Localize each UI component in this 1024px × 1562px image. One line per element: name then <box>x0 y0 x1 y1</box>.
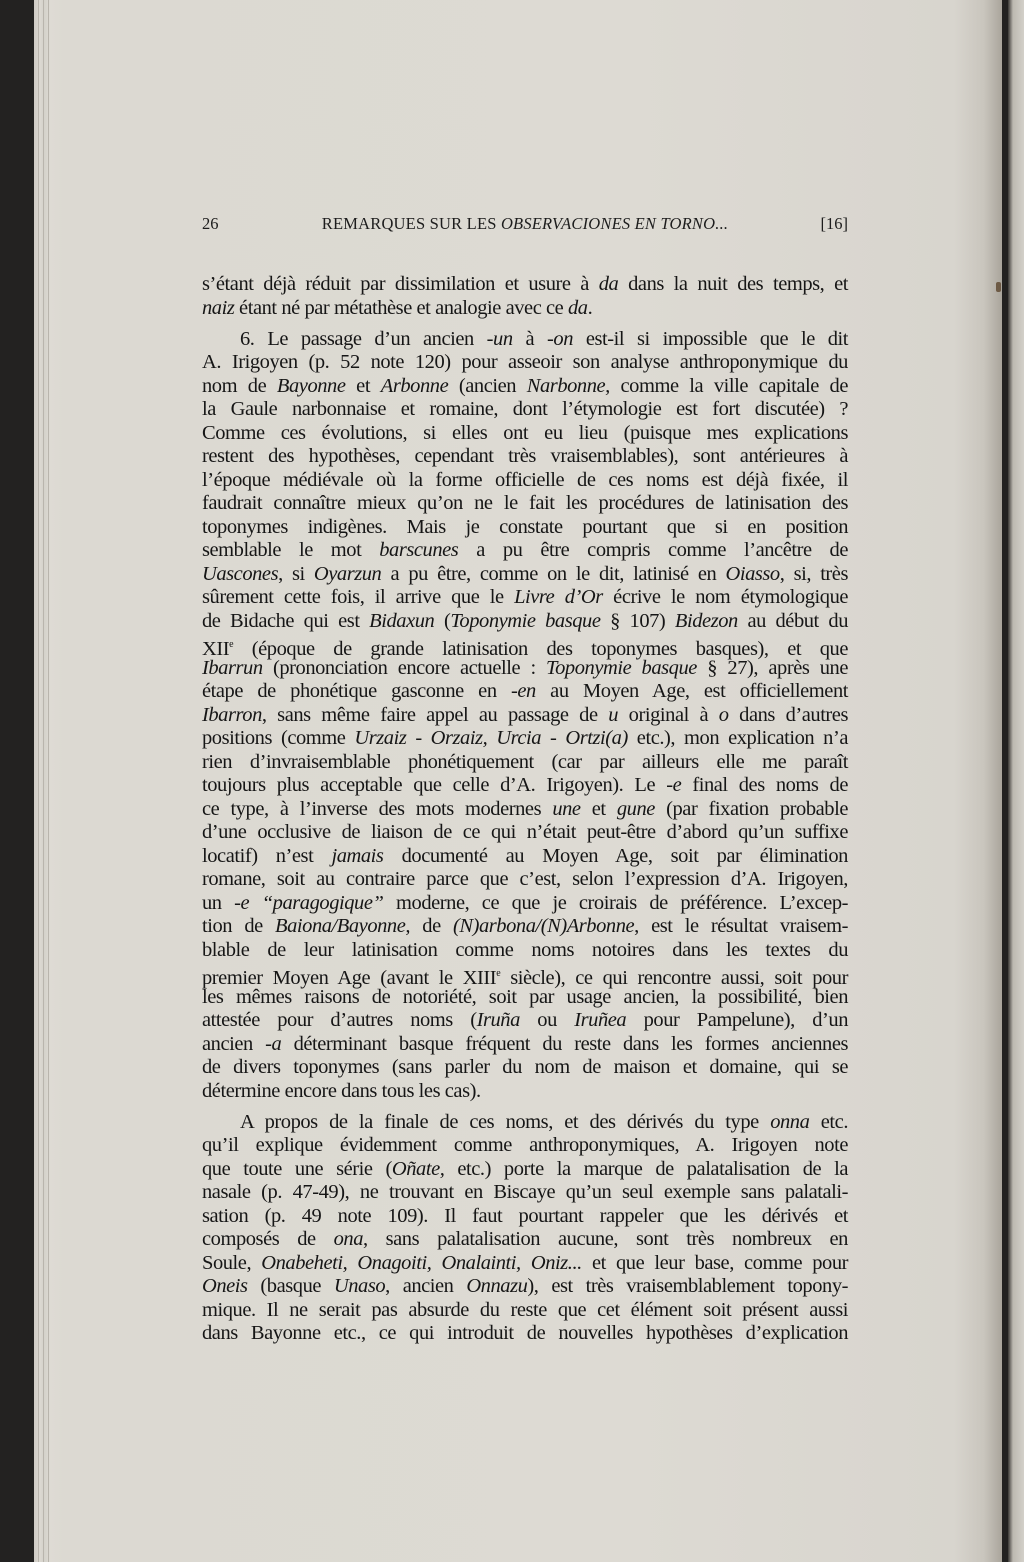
text-run: , est le résultat vraisem- <box>634 915 848 937</box>
body-text <box>202 273 848 1353</box>
text-line <box>202 1275 848 1299</box>
text-run: sûrement cette fois, il arrive que le <box>202 586 515 608</box>
text-line <box>202 422 848 446</box>
running-title-roman: REMARQUES SUR LES <box>321 214 501 233</box>
text-line <box>202 1205 848 1229</box>
text-run: la Gaule narbonnaise et romaine, dont l’étymologie est fort discutée) ? <box>202 398 848 420</box>
text-run: nasale (p. 47-49), ne trouvant en Biscaye qu’un seul exemple sans palatali- <box>202 1181 848 1203</box>
text-line <box>202 633 848 660</box>
text-run: attestée pour d’autres noms ( <box>202 1009 477 1031</box>
text-run: a pu être, comme on le dit, latinisé en <box>381 562 726 585</box>
italic-text: (N)arbona/(N)Arbonne <box>452 915 635 937</box>
text-run: , sans même faire appel au passage de <box>261 703 609 726</box>
text-run: toujours plus acceptable que celle d’A. Irigoyen). Le <box>202 774 667 796</box>
text-run: positions (comme <box>202 727 355 749</box>
text-run: , si <box>278 562 314 585</box>
paragraph <box>202 1111 848 1346</box>
text-run: § 27), après une <box>696 656 849 679</box>
text-line <box>202 986 848 1010</box>
text-run: A. Irigoyen (p. 52 note 120) pour asseoir son analyse anthroponymique du <box>202 351 848 373</box>
text-run: un <box>202 891 235 914</box>
text-line <box>202 492 848 516</box>
text-run: déterminant basque fréquent du reste dans les formes anciennes <box>281 1032 849 1055</box>
text-run: ancien <box>202 1032 266 1055</box>
italic-text: da <box>568 296 588 319</box>
italic-text: Toponymie basque <box>450 609 601 632</box>
text-run: Comme ces évolutions, si elles ont eu lieu (puisque mes explications <box>202 421 848 444</box>
italic-text: -e <box>666 774 682 796</box>
text-run: que toute une série ( <box>202 1157 392 1180</box>
italic-text: Ibarrun <box>202 656 263 679</box>
text-line <box>202 1228 848 1252</box>
text-run: de divers toponymes (sans parler du nom de maison et domaine, qui se <box>202 1056 848 1078</box>
text-line <box>202 915 848 939</box>
text-run: , ancien <box>385 1275 467 1297</box>
text-run: , sans palatalisation aucune, sont très nombreux en <box>363 1228 848 1250</box>
text-line <box>202 680 848 704</box>
text-run: (basque <box>247 1275 334 1297</box>
page-edge <box>38 0 39 1562</box>
italic-text: onna <box>770 1110 810 1133</box>
italic-text: -a <box>265 1032 282 1055</box>
paragraph <box>202 328 848 1104</box>
text-run: ( <box>434 609 451 632</box>
text-run: original à <box>618 703 719 726</box>
text-run: ce type, à l’inverse des mots modernes <box>202 797 553 820</box>
section-reference: [16] <box>820 214 848 233</box>
text-run: Soule, <box>202 1251 262 1274</box>
italic-text: Onabeheti, Onagoiti, Onalainti, Oniz... <box>261 1251 582 1274</box>
text-run: a pu être compris comme l’ancêtre de <box>458 539 848 561</box>
text-line <box>202 868 848 892</box>
text-run: au Moyen Age, est officiellement <box>535 680 848 702</box>
italic-text: Bayonne <box>276 374 346 397</box>
text-line <box>202 1252 848 1276</box>
text-run: , si, très <box>779 562 848 585</box>
text-line <box>202 1134 848 1158</box>
text-run: à <box>512 327 548 350</box>
italic-text: Ibarron <box>202 703 262 726</box>
italic-text: Oiasso <box>725 562 780 585</box>
italic-text: gune <box>616 797 655 820</box>
text-run: restent des hypothèses, cependant très vraisemblables), sont antérieures à <box>202 445 848 467</box>
text-run: d’une occlusive de liaison de ce qui n’était peut-être d’abord qu’un suffixe <box>202 821 848 843</box>
text-line <box>202 297 848 321</box>
text-run: ou <box>519 1009 575 1031</box>
italic-text: -en <box>510 680 536 702</box>
italic-text: -on <box>547 327 574 350</box>
italic-text: une <box>552 797 581 820</box>
text-run: sation (p. 49 note 109). Il faut pourtant rappeler que les dérivés et <box>202 1204 848 1227</box>
text-run: écrive le nom étymologique <box>602 586 849 608</box>
text-line <box>202 798 848 822</box>
text-line <box>202 751 848 775</box>
text-line <box>202 273 848 297</box>
italic-text: ona <box>333 1228 363 1250</box>
text-run: 6. Le passage d’un ancien <box>240 327 487 350</box>
text-run: XII <box>202 638 230 660</box>
text-run: § 107) <box>600 609 675 632</box>
text-run: faudrait connaître mieux qu’on ne le fait les procédures de latinisation des <box>202 492 848 514</box>
italic-text: Iruña <box>476 1009 520 1031</box>
text-line <box>202 610 848 634</box>
paragraph <box>202 273 848 320</box>
text-run: détermine encore dans tous les cas). <box>202 1079 481 1102</box>
text-run: final des noms de <box>681 774 848 796</box>
text-run: toponymes indigènes. Mais je constate pourtant que si en position <box>202 515 848 538</box>
text-run: etc. <box>809 1110 848 1133</box>
text-run: ), est très vraisemblablement topony- <box>527 1275 849 1297</box>
text-run: romane, soit au contraire parce que c’est, selon l’expression d’A. Irigoyen, <box>202 868 848 890</box>
text-line <box>202 469 848 493</box>
italic-text: Oneis <box>202 1275 248 1297</box>
text-run: les mêmes raisons de notoriété, soit par usage ancien, la possibilité, bien <box>202 985 848 1008</box>
text-run: (prononciation encore actuelle : <box>262 656 547 679</box>
text-run: s’étant déjà réduit par dissimilation et usure à <box>202 273 599 295</box>
text-run: documenté au Moyen Age, soit par élimination <box>383 844 848 867</box>
text-line <box>202 1158 848 1182</box>
text-line <box>202 375 848 399</box>
text-run: semblable le mot <box>202 539 380 561</box>
text-line <box>202 1322 848 1346</box>
text-run: (par fixation probable <box>654 797 848 820</box>
facing-page-edge <box>1008 0 1024 1562</box>
text-line <box>202 351 848 375</box>
italic-text: Oñate, <box>391 1157 445 1180</box>
text-line <box>202 1299 848 1323</box>
text-line <box>202 821 848 845</box>
text-run: et que leur base, comme pour <box>581 1251 849 1274</box>
italic-text: Unaso <box>333 1275 386 1297</box>
text-line <box>202 1033 848 1057</box>
running-header <box>202 214 848 236</box>
italic-text: Toponymie basque <box>546 656 697 679</box>
text-run: dans Bayonne etc., ce qui introduit de nouvelles hypothèses d’explication <box>202 1322 848 1344</box>
text-run: dans la nuit des temps, et <box>618 273 849 295</box>
text-line <box>202 1080 848 1104</box>
text-line <box>202 398 848 422</box>
italic-text: Iruñea <box>574 1009 627 1031</box>
text-run: et <box>345 374 381 397</box>
text-run: etc.), mon explication n’a <box>627 727 848 749</box>
italic-text: jamais <box>331 844 384 867</box>
running-title-italic: OBSERVACIONES EN TORNO... <box>500 214 729 233</box>
text-line <box>202 657 848 681</box>
text-line <box>202 845 848 869</box>
italic-text: Baiona/Bayonne, <box>275 915 411 937</box>
text-run: de Bidache qui est <box>202 609 370 632</box>
running-title <box>202 214 848 234</box>
italic-text: barscunes <box>379 539 459 561</box>
italic-text: -e “paragogique” <box>234 891 384 914</box>
text-run: siècle), ce qui rencontre aussi, soit pour <box>500 967 848 989</box>
text-run: qu’il explique évidemment comme anthroponymiques, A. Irigoyen note <box>202 1134 848 1156</box>
text-run: etc.) porte la marque de palatalisation de la <box>444 1157 848 1180</box>
text-run: blable de leur latinisation comme noms notoires dans les textes du <box>202 938 848 961</box>
italic-text: Onnazu <box>466 1275 528 1297</box>
text-run: A propos de la finale de ces noms, et des dérivés du type <box>240 1110 771 1133</box>
text-line <box>202 516 848 540</box>
text-line <box>202 962 848 989</box>
paper-blemish <box>996 282 1001 292</box>
italic-text: Narbonne, <box>526 374 610 397</box>
italic-text: da <box>598 273 619 295</box>
italic-text: Arbonne <box>380 374 449 397</box>
text-run: et <box>580 797 617 820</box>
italic-text: Oyarzun <box>313 562 382 585</box>
text-line <box>202 445 848 469</box>
superscript: e <box>496 968 501 979</box>
text-run: au début du <box>737 609 849 632</box>
text-run: locatif) n’est <box>202 844 332 867</box>
text-line <box>202 774 848 798</box>
text-line <box>202 1111 848 1135</box>
text-line <box>202 939 848 963</box>
text-line <box>202 1181 848 1205</box>
text-line <box>202 586 848 610</box>
italic-text: naiz <box>202 296 235 319</box>
italic-text: Bidaxun <box>369 609 435 632</box>
text-run: est-il si impossible que le dit <box>573 327 849 350</box>
text-run: de <box>410 915 453 937</box>
italic-text: Urzaiz - Orzaiz, Urcia - Ortzi(a) <box>354 727 628 749</box>
italic-text: u <box>608 703 619 726</box>
text-run: nom de <box>202 374 277 397</box>
italic-text: Bidezon <box>674 609 738 632</box>
text-run: dans d’autres <box>728 703 848 726</box>
text-run: comme la ville capitale de <box>609 374 849 397</box>
text-line <box>202 539 848 563</box>
italic-text: Uascones <box>202 562 279 585</box>
text-line <box>202 727 848 751</box>
text-line <box>202 1056 848 1080</box>
page-edge <box>43 0 44 1562</box>
italic-text: Livre d’Or <box>514 586 603 608</box>
text-run: . <box>587 296 593 319</box>
text-line <box>202 892 848 916</box>
text-run: l’époque médiévale où la forme officielle de ces noms est déjà fixée, il <box>202 468 848 491</box>
italic-text: -un <box>486 327 513 350</box>
italic-text: o <box>718 703 729 726</box>
text-run: (ancien <box>448 374 527 397</box>
text-run: premier Moyen Age (avant le XIII <box>202 967 497 989</box>
text-run: (époque de grande latinisation des toponymes basques), et que <box>233 638 848 660</box>
page-number: 26 <box>202 214 219 233</box>
text-run: moderne, ce que je croirais de préférence. L’excep- <box>383 891 849 914</box>
superscript: e <box>229 639 234 650</box>
text-run: composés de <box>202 1228 334 1250</box>
text-line <box>202 328 848 352</box>
text-run: pour Pampelune), d’un <box>626 1009 848 1031</box>
text-line <box>202 704 848 728</box>
text-run: tion de <box>202 915 276 937</box>
text-run: mique. Il ne serait pas absurde du reste que cet élément soit présent aussi <box>202 1298 848 1321</box>
page-edge <box>48 0 49 1562</box>
text-run: rien d’invraisemblable phonétiquement (car par ailleurs elle me paraît <box>202 750 848 773</box>
text-run: étape de phonétique gasconne en <box>202 680 511 702</box>
text-line <box>202 563 848 587</box>
text-line <box>202 1009 848 1033</box>
text-run: étant né par métathèse et analogie avec ce <box>234 296 568 319</box>
